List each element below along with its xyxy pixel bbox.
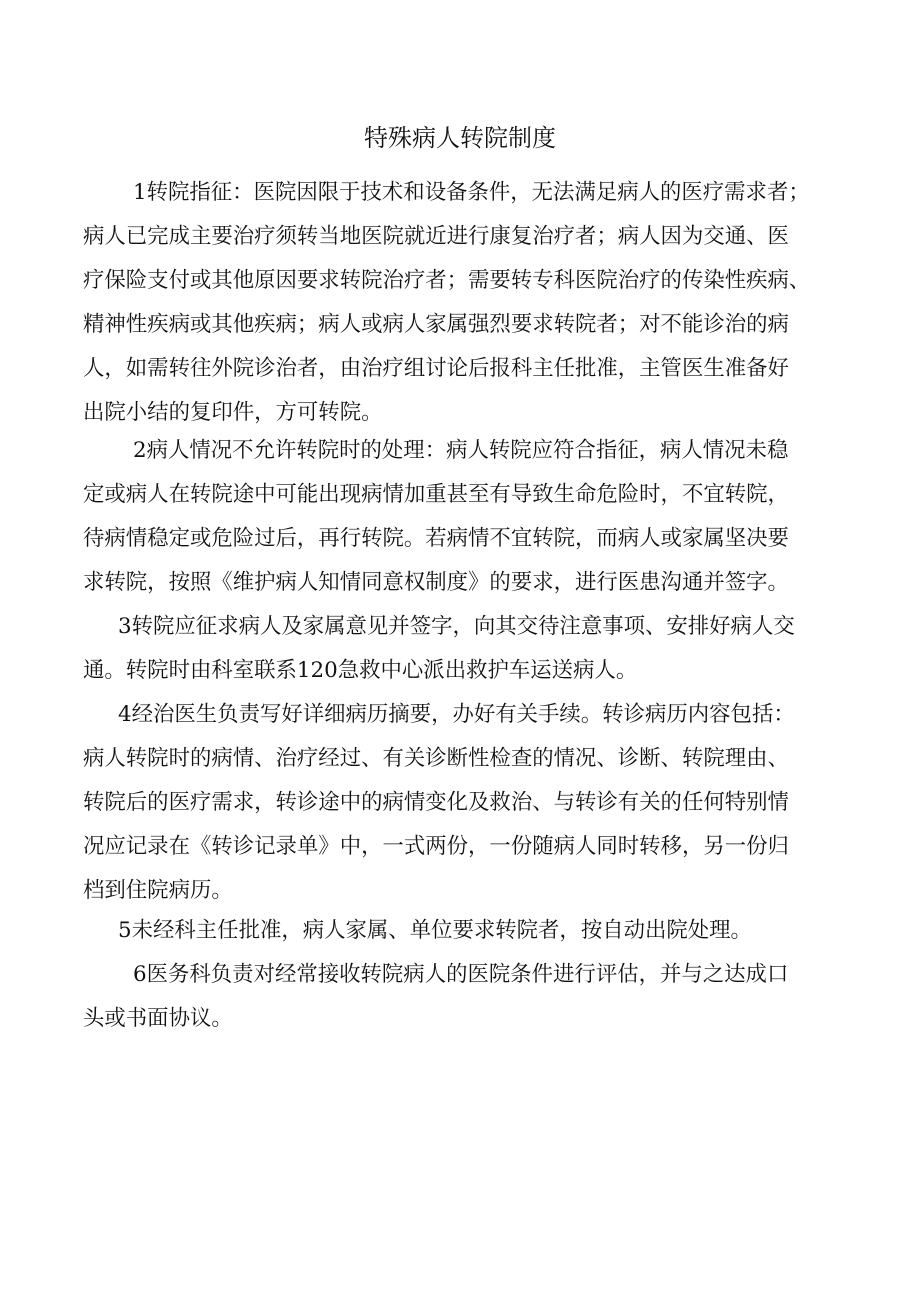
text-line: 况应记录在《转诊记录单》中，一式两份，一份随病人同时转移，另一份归 — [83, 834, 789, 859]
text-line: 病人已完成主要治疗须转当地医院就近进行康复治疗者；病人因为交通、医 — [83, 224, 789, 249]
text-line: 6医务科负责对经常接收转院病人的医院条件进行评估，并与之达成口 — [133, 962, 789, 987]
paragraph-4 — [83, 693, 873, 913]
paragraph-3 — [83, 605, 873, 693]
text-line: 4经治医生负责写好详细病历摘要，办好有关手续。转诊病历内容包括： — [118, 702, 795, 727]
paragraph-5 — [83, 909, 873, 953]
text-line: 定或病人在转院途中可能出现病情加重甚至有导致生命危险时，不宜转院， — [83, 482, 789, 507]
text-line: 5未经科主任批准，病人家属、单位要求转院者，按自动出院处理。 — [118, 918, 752, 943]
text-line: 转院后的医疗需求，转诊途中的病情变化及救治、与转诊有关的任何特别情 — [83, 790, 789, 815]
text-line: 3转院应征求病人及家属意见并签字，向其交待注意事项、安排好病人交 — [118, 614, 795, 639]
text-line: 精神性疾病或其他疾病；病人或病人家属强烈要求转院者；对不能诊治的病 — [83, 312, 789, 337]
text-line: 头或书面协议。 — [83, 1006, 233, 1031]
text-line: 待病情稳定或危险过后，再行转院。若病情不宜转院，而病人或家属坚决要 — [83, 526, 789, 551]
paragraph-2 — [83, 429, 873, 605]
text-line: 求转院，按照《维护病人知情同意权制度》的要求，进行医患沟通并签字。 — [83, 570, 789, 595]
text-line: 病人转院时的病情、治疗经过、有关诊断性检查的情况、诊断、转院理由、 — [83, 746, 789, 771]
text-line: 档到住院病历。 — [83, 878, 233, 903]
document-title: 特殊病人转院制度 — [364, 124, 556, 152]
paragraph-6 — [83, 953, 873, 1041]
paragraph-1 — [83, 171, 873, 435]
text-line: 1转院指征：医院因限于技术和设备条件，无法满足病人的医疗需求者； — [133, 180, 810, 205]
text-line: 疗保险支付或其他原因要求转院治疗者；需要转专科医院治疗的传染性疾病、 — [83, 268, 811, 293]
text-line: 2病人情况不允许转院时的处理：病人转院应符合指征，病人情况未稳 — [133, 438, 789, 463]
text-line: 通。转院时由科室联系120急救中心派出救护车运送病人。 — [83, 658, 638, 683]
text-line: 人，如需转往外院诊治者，由治疗组讨论后报科主任批准，主管医生准备好 — [83, 356, 789, 381]
text-line: 出院小结的复印件，方可转院。 — [83, 400, 383, 425]
